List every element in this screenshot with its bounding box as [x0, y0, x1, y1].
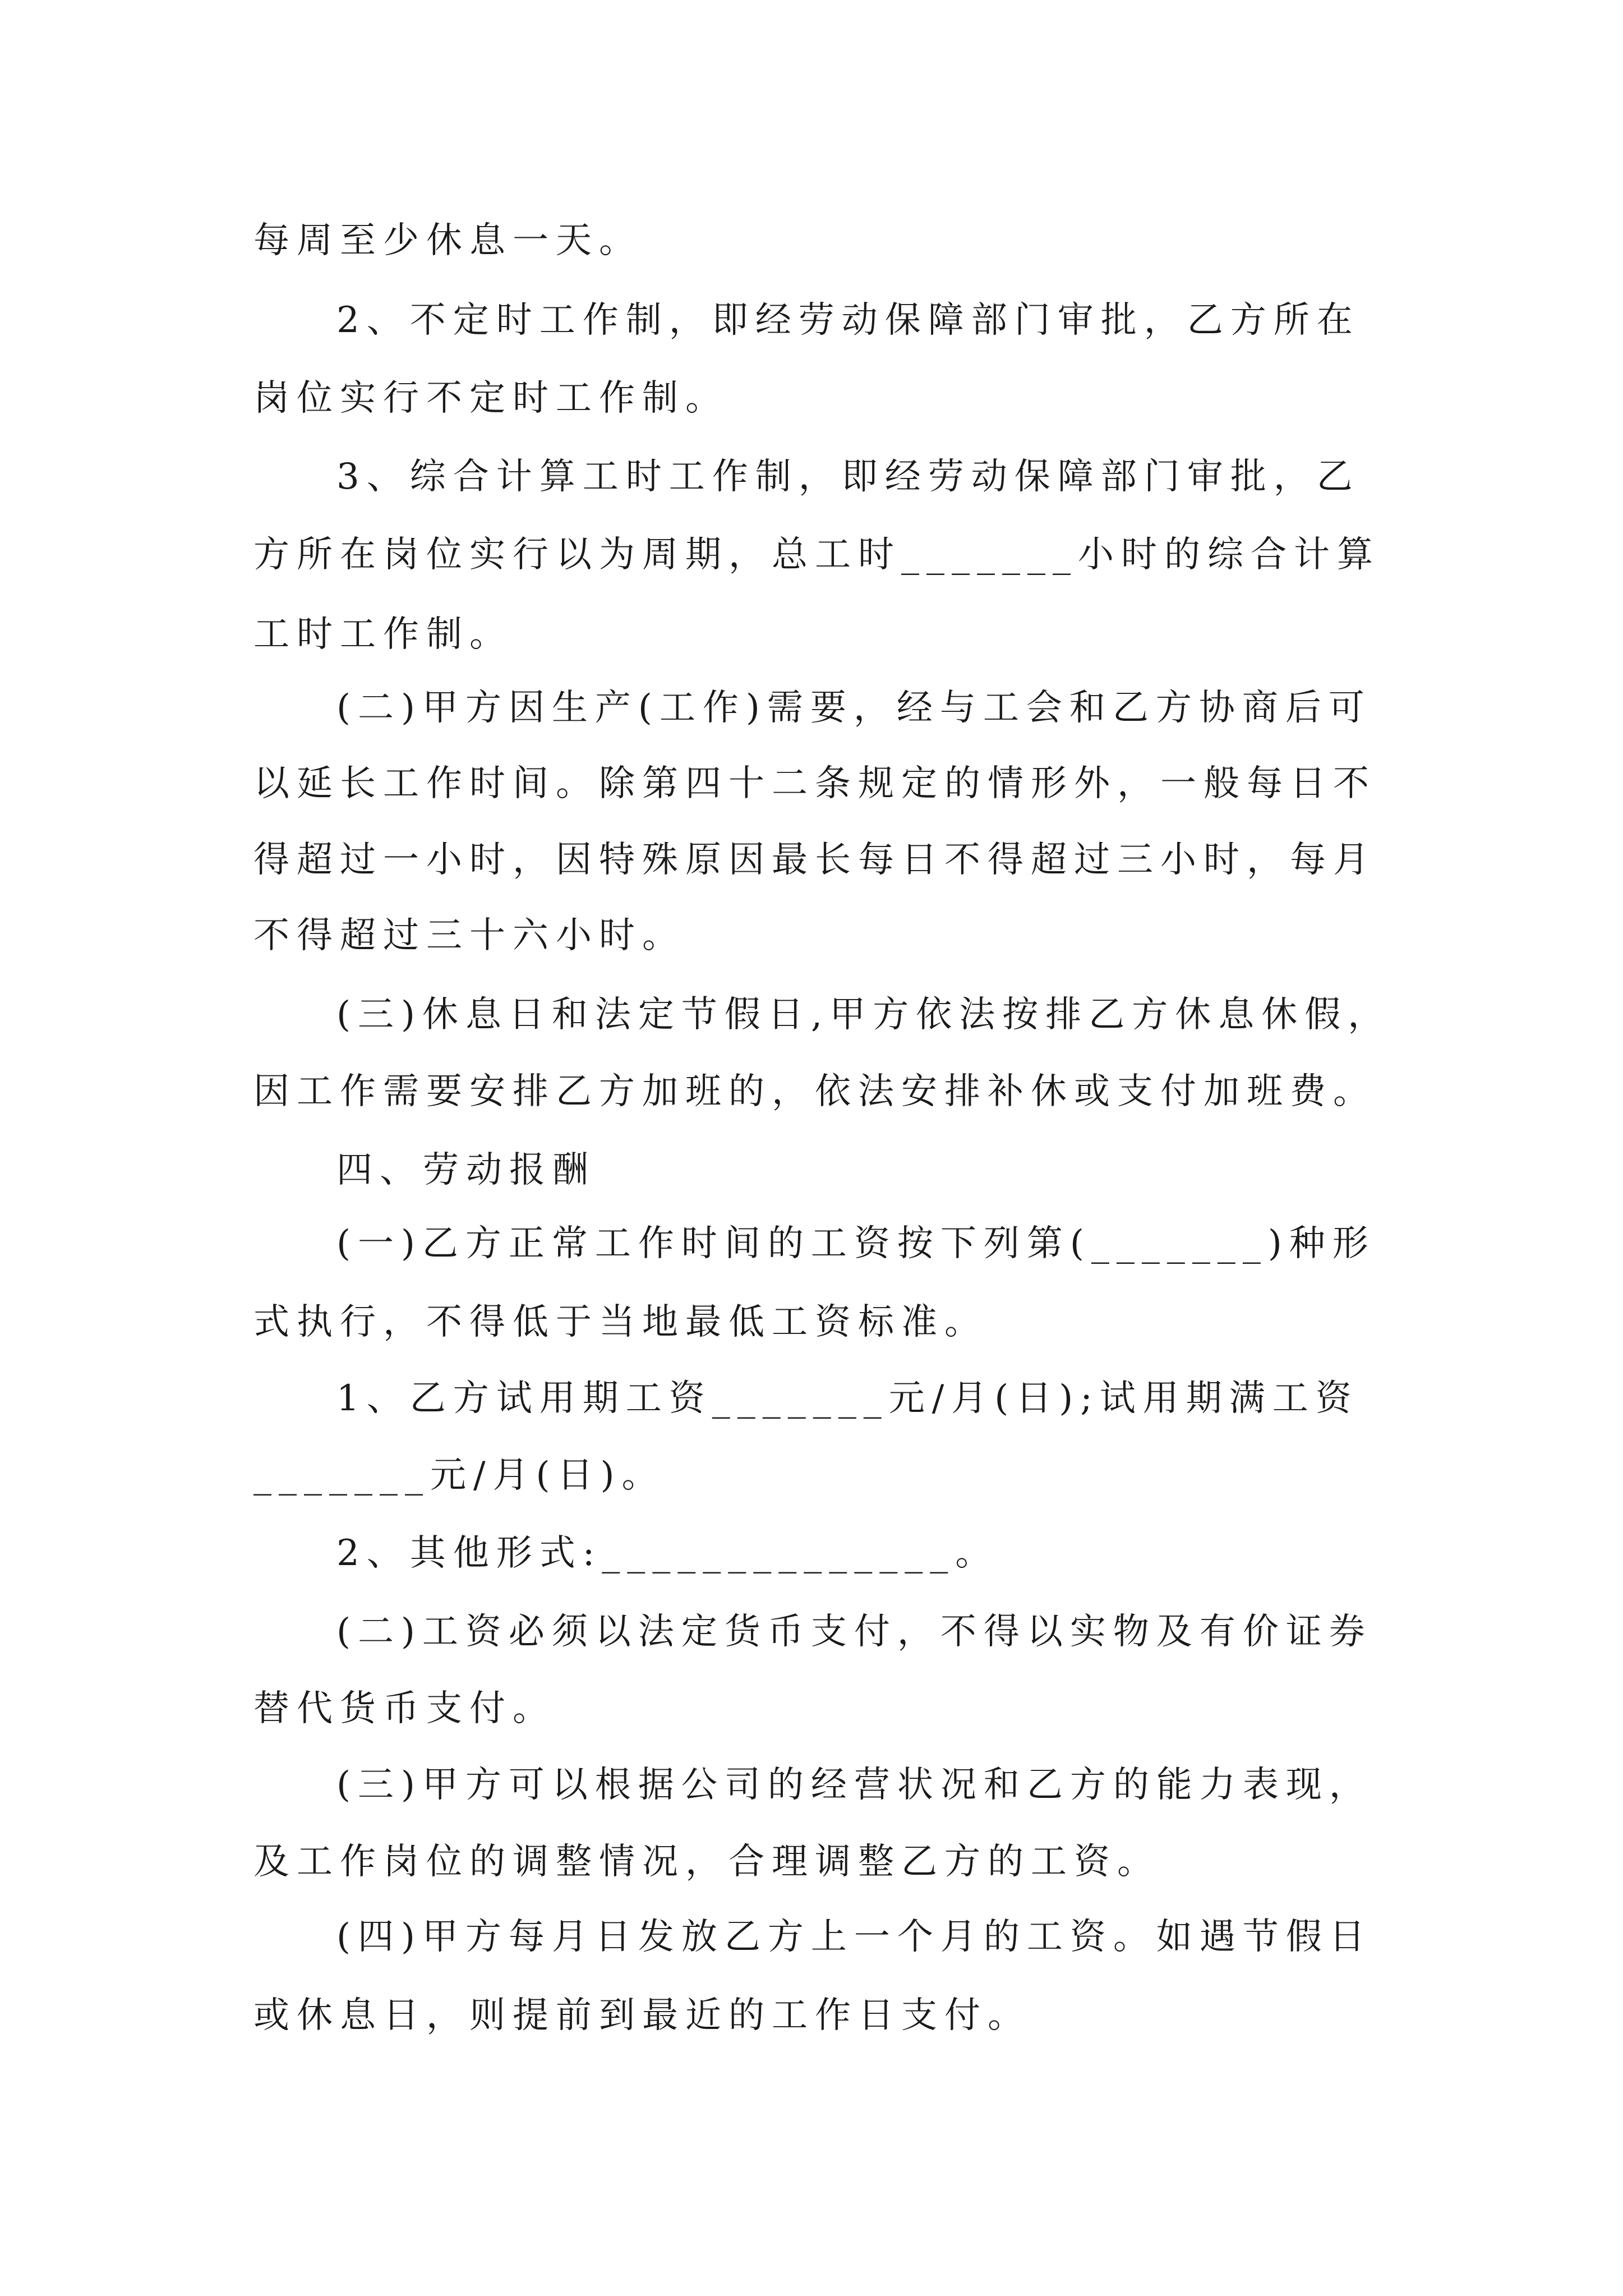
text-line: (一)乙方正常工作时间的工资按下列第(_______)种形	[336, 1223, 1376, 1264]
section-heading: 四、劳动报酬	[336, 1149, 596, 1191]
text-line: (二)工资必须以法定货币支付，不得以实物及有价证券	[336, 1611, 1372, 1653]
text-line: (三)休息日和法定节假日,甲方依法按排乙方休息休假，	[336, 994, 1391, 1036]
text-line: 式执行，不得低于当地最低工资标准。	[253, 1301, 988, 1343]
text-line: 3、综合计算工时工作制，即经劳动保障部门审批，乙	[336, 456, 1360, 498]
text-line: _______元/月(日)。	[253, 1455, 665, 1496]
text-line: 或休息日，则提前到最近的工作日支付。	[253, 1995, 1031, 2036]
text-line: (四)甲方每月日发放乙方上一个月的工资。如遇节假日	[336, 1916, 1372, 1958]
text-line: 因工作需要安排乙方加班的，依法安排补休或支付加班费。	[253, 1071, 1376, 1112]
text-line: 替代货币支付。	[253, 1688, 556, 1729]
text-line: 得超过一小时，因特殊原因最长每日不得超过三小时，每月	[253, 839, 1376, 881]
text-line: 方所在岗位实行以为周期，总工时_______小时的综合计算	[253, 534, 1380, 576]
text-line: 岗位实行不定时工作制。	[253, 378, 728, 419]
text-line: 工时工作制。	[253, 614, 513, 655]
text-line: 1、乙方试用期工资_______元/月(日);试用期满工资	[336, 1378, 1359, 1419]
text-line: 不得超过三十六小时。	[253, 915, 685, 956]
text-line: 及工作岗位的调整情况，合理调整乙方的工资。	[253, 1841, 1160, 1883]
text-line: 2、其他形式:______________。	[336, 1533, 999, 1574]
text-line: 2、不定时工作制，即经劳动保障部门审批，乙方所在	[336, 300, 1360, 341]
text-line: (二)甲方因生产(工作)需要，经与工会和乙方协商后可	[336, 687, 1372, 729]
text-line: 以延长工作时间。除第四十二条规定的情形外，一般每日不	[253, 763, 1376, 804]
text-line: (三)甲方可以根据公司的经营状况和乙方的能力表现，	[336, 1764, 1372, 1806]
text-line: 每周至少休息一天。	[253, 220, 642, 261]
